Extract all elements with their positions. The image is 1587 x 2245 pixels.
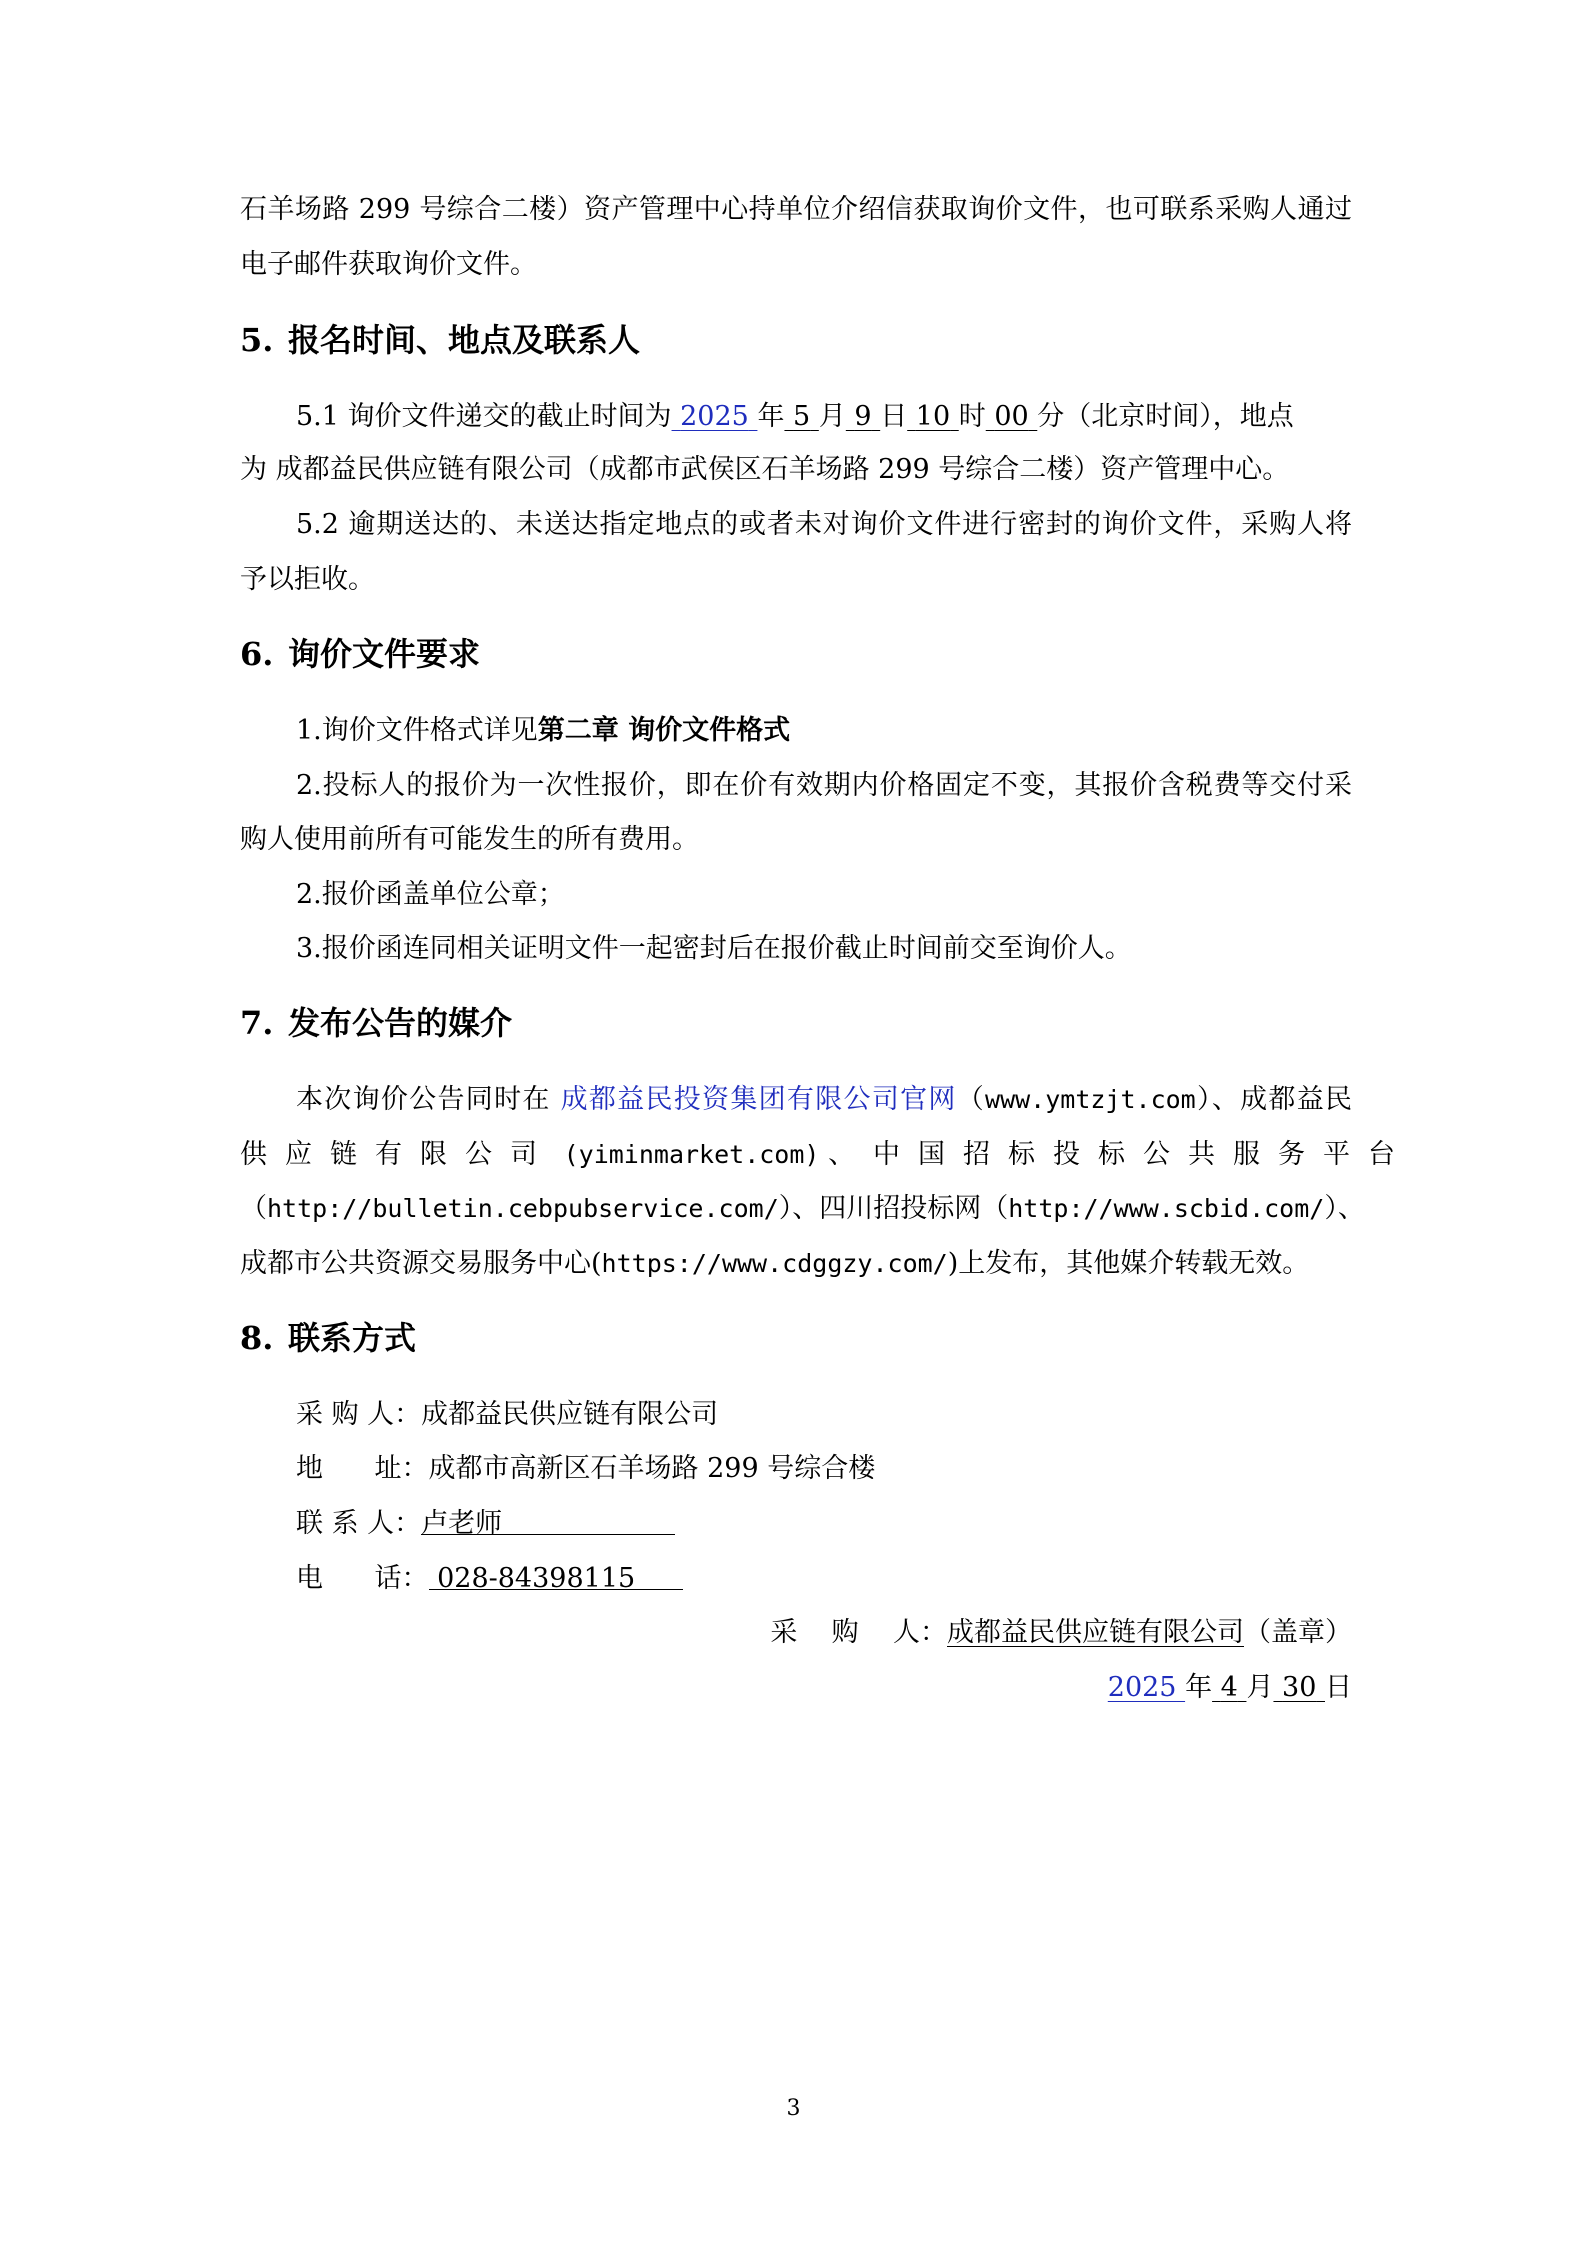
section-5-location-line: 为 成都益民供应链有限公司（成都市武侯区石羊场路 299 号综合二楼）资产管理中心。 (240, 454, 1290, 485)
phone-value-field (429, 1559, 683, 1594)
cebpub-url[interactable]: http://bulletin.cebpubservice.com/ (267, 1194, 779, 1223)
address-row (296, 1449, 1352, 1489)
phone-row (296, 1559, 1352, 1599)
address-label: 地 址： (296, 1453, 429, 1484)
section-5-p2-line-2: 予以拒收。 (240, 564, 375, 595)
section-7-number: 7. (240, 1004, 274, 1042)
line-4-suffix: )上发布，其他媒介转载无效。 (947, 1248, 1310, 1279)
scbid-name: ）、四川招投标网（ (778, 1193, 1009, 1224)
signature-day-unit: 日 (1325, 1672, 1352, 1703)
section-7-line-3 (240, 1189, 1365, 1229)
intro-line-1: 石羊场路 299 号综合二楼）资产管理中心持单位介绍信获取询价文件，也可联系采购人通过 (240, 194, 1352, 225)
deadline-hour-unit: 时 (958, 401, 986, 432)
yiminmarket-url[interactable]: (yiminmarket.com) (563, 1140, 820, 1169)
section-6-number: 6. (240, 635, 274, 673)
ymtzjt-url[interactable]: www.ymtzjt.com (985, 1085, 1196, 1114)
cdggzy-url[interactable]: https://www.cdggzy.com/ (601, 1249, 948, 1278)
signature-month-unit: 月 (1246, 1672, 1274, 1703)
section-8-heading (240, 1316, 416, 1360)
deadline-hour: 10 (915, 401, 951, 432)
section-7-heading (240, 1001, 512, 1045)
media-prefix: 本次询价公告同时在 (296, 1084, 551, 1115)
section-6-item-2-line-1: 2.投标人的报价为一次性报价，即在价有效期内价格固定不变，其报价含税费等交付采 (296, 770, 1352, 801)
signature-day: 30 (1282, 1672, 1317, 1703)
cdggzy-name: 成都市公共资源交易服务中心( (240, 1248, 602, 1279)
paren-open-2: （ (240, 1193, 267, 1224)
cebpub-platform-name: 、中国招标投标公共服务平台 (828, 1139, 1414, 1170)
section-5-title: 报名时间、地点及联系人 (288, 321, 641, 359)
section-6-heading (240, 632, 480, 676)
ymtzjt-site-link[interactable]: 成都益民投资集团有限公司官网 (560, 1084, 957, 1115)
contact-value: 卢老师 (421, 1508, 503, 1539)
signature-year: 2025 (1107, 1672, 1177, 1703)
paren-open: （ (956, 1084, 986, 1115)
section-6-item-2-line-2: 购人使用前所有可能发生的所有费用。 (240, 824, 699, 855)
deadline-day-unit: 日 (880, 401, 908, 432)
phone-value: 028-84398115 (437, 1563, 636, 1594)
supply-chain-company: 供应链有限公司 (240, 1139, 555, 1170)
signature-label: 采 购 人： (770, 1617, 947, 1648)
deadline-month: 5 (793, 401, 811, 432)
section-6-title: 询价文件要求 (288, 635, 481, 673)
section-5-heading (240, 318, 640, 362)
section-7-line-1 (296, 1080, 1352, 1120)
section-7-line-4 (240, 1244, 1352, 1284)
section-7-line-2 (240, 1135, 1414, 1175)
section-5-number: 5. (240, 321, 274, 359)
deadline-year: 2025 (680, 401, 749, 432)
buyer-label: 采 购 人： (296, 1399, 422, 1430)
deadline-minute-suffix: 分（北京时间），地点 (1037, 401, 1294, 432)
contact-value-field (421, 1504, 675, 1539)
section-8-number: 8. (240, 1319, 274, 1357)
intro-line-2: 电子邮件获取询价文件。 (240, 249, 537, 280)
contact-label: 联 系 人： (296, 1508, 422, 1539)
signature-company: 成都益民供应链有限公司 (947, 1617, 1244, 1648)
page-number: 3 (786, 2096, 801, 2121)
section-5-p2-line-1: 5.2 逾期送达的、未送达指定地点的或者未对询价文件进行密封的询价文件，采购人将 (296, 509, 1352, 540)
section-6-item-4: 3.报价函连同相关证明文件一起密封后在报价截止时间前交至询价人。 (296, 933, 1132, 964)
item-1-chapter-ref: 第二章 询价文件格式 (537, 715, 791, 746)
section-8-title: 联系方式 (288, 1319, 417, 1357)
buyer-row (296, 1395, 1352, 1435)
deadline-month-unit: 月 (818, 401, 846, 432)
section-5-deadline-line (296, 397, 1352, 437)
section-6-item-3: 2.报价函盖单位公章； (296, 879, 565, 910)
item-1-prefix: 1.询价文件格式详见 (296, 715, 538, 746)
scbid-url[interactable]: http://www.scbid.com/ (1008, 1194, 1325, 1223)
signature-buyer-row (240, 1613, 1352, 1653)
deadline-day: 9 (854, 401, 872, 432)
deadline-minute: 00 (994, 401, 1029, 432)
signature-year-unit: 年 (1185, 1672, 1213, 1703)
section-7-title: 发布公告的媒介 (288, 1004, 513, 1042)
deadline-prefix: 5.1 询价文件递交的截止时间为 (296, 401, 672, 432)
section-6-item-1 (296, 711, 1352, 751)
line-3-suffix: ）、 (1324, 1193, 1365, 1224)
signature-seal: （盖章） (1244, 1617, 1352, 1648)
media-line-1-suffix: ）、成都益民 (1195, 1084, 1353, 1115)
deadline-year-unit: 年 (757, 401, 785, 432)
buyer-value: 成都益民供应链有限公司 (421, 1399, 719, 1430)
signature-month: 4 (1220, 1672, 1238, 1703)
contact-row (296, 1504, 1352, 1544)
address-value: 成都市高新区石羊场路 299 号综合楼 (428, 1453, 876, 1484)
signature-date-row (240, 1668, 1352, 1708)
phone-label: 电 话： (296, 1563, 429, 1594)
